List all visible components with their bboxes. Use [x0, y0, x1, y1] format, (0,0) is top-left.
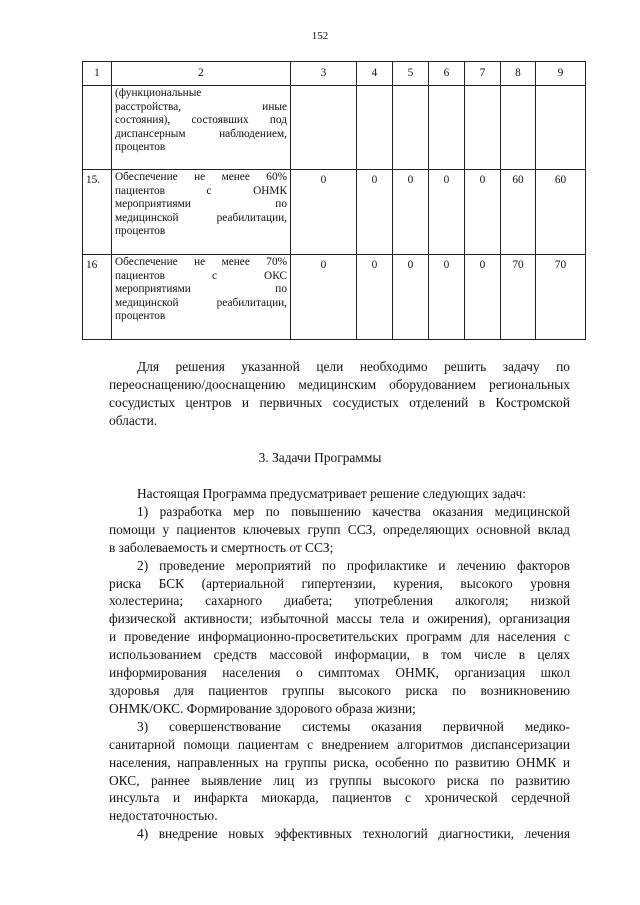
table-cell: 0 [357, 170, 393, 255]
description-line: состояния), состоявших под [115, 114, 287, 127]
task-line: населения, направленных на группы риска, особенно по развитию ОНМК и [109, 754, 570, 770]
table-cell [536, 86, 586, 170]
column-header: 5 [393, 62, 429, 86]
task-line: 2) проведение мероприятий по профилактике и лечению факторов [137, 557, 570, 573]
row-index: 16 [83, 255, 112, 340]
description-line: медицинской реабилитации, [115, 211, 287, 224]
table-row [83, 86, 586, 170]
description-line: расстройства, иные [115, 100, 287, 113]
description-line: (функциональные [115, 87, 202, 99]
row-index: 15. [83, 170, 112, 255]
description-line: Обеспечение не менее 60% [115, 171, 287, 183]
description-line: пациентов с ОКС [115, 269, 287, 282]
paragraph-line: Для решения указанной цели необходимо решить задачу по [137, 359, 570, 374]
section-title: 3. Задачи Программы [258, 450, 382, 465]
row-description [112, 170, 291, 255]
column-header: 4 [357, 62, 393, 86]
tasks-intro: Настоящая Программа предусматривает решение следующих задач: [137, 486, 526, 501]
task-line: и проведение информационно-просветительских программ для населения с [109, 629, 570, 645]
column-header: 1 [83, 62, 112, 86]
table-row [83, 255, 586, 340]
table-cell: 0 [465, 255, 501, 340]
table-cell: 0 [393, 255, 429, 340]
column-header: 8 [501, 62, 536, 86]
task-line: в заболеваемость и смертность от ССЗ; [109, 539, 334, 555]
description-line: процентов [115, 141, 166, 154]
task-line: 1) разработка мер по повышению качества оказания медицинской [137, 503, 570, 519]
paragraph-line: области. [109, 412, 158, 428]
task-line: холестерина; сахарного диабета; употребления алкоголя; низкой [109, 593, 570, 609]
task-line: ОКС, раннее выявление лиц из группы высокого риска по развитию [109, 772, 570, 788]
column-header: 7 [465, 62, 501, 86]
row-description [112, 255, 291, 340]
table-cell: 60 [536, 170, 586, 255]
task-line: инсульта и инфаркта миокарда, пациентов с хронической сердечной [109, 790, 570, 806]
table-cell: 70 [501, 255, 536, 340]
table-cell: 0 [429, 170, 465, 255]
table-cell: 60 [501, 170, 536, 255]
table-cell: 0 [465, 170, 501, 255]
table-cell: 0 [357, 255, 393, 340]
task-line: 3) совершенствование системы оказания первичной медико- [137, 718, 570, 734]
table-cell: 0 [393, 170, 429, 255]
table-cell [357, 86, 393, 170]
row-description [112, 86, 291, 170]
description-line: диспансерным наблюдением, [115, 127, 287, 140]
task-line: санитарной помощи пациентам с внедрением алгоритмов диспансеризации [109, 736, 570, 752]
column-header: 3 [291, 62, 357, 86]
description-line: мероприятиями по [115, 198, 287, 211]
column-header: 6 [429, 62, 465, 86]
task-line: физической активности; избыточной массы тела и ожирения), организация [109, 611, 570, 627]
description-line: пациентов с ОНМК [115, 184, 287, 197]
tasks-section [109, 485, 570, 843]
table-cell: 0 [429, 255, 465, 340]
indicators-table [82, 61, 586, 340]
row-index [83, 86, 112, 170]
table-cell [465, 86, 501, 170]
description-line: Обеспечение не менее 70% [115, 256, 287, 268]
paragraph-line: переоснащению/дооснащению медицинским оборудованием региональных [109, 376, 570, 392]
task-line: риска БСК (артериальной гипертензии, курения, высокого уровня [109, 575, 570, 591]
table-cell: 70 [536, 255, 586, 340]
paragraph-line: сосудистых центров и первичных сосудистых отделений в Костромской [109, 394, 570, 410]
table-header-row [83, 62, 586, 86]
description-line: мероприятиями по [115, 283, 287, 296]
description-line: процентов [115, 225, 166, 238]
table-row [83, 170, 586, 255]
description-line: процентов [115, 310, 166, 323]
page-number: 152 [311, 30, 329, 42]
column-header: 2 [112, 62, 291, 86]
task-line: использованием средств массовой информации, в том числе в целях [109, 647, 570, 663]
table-cell [501, 86, 536, 170]
table-cell [429, 86, 465, 170]
task-line: ОНМК/ОКС. Формирование здорового образа жизни; [109, 700, 416, 716]
table-cell: 0 [291, 170, 357, 255]
table-cell: 0 [291, 255, 357, 340]
table-cell [291, 86, 357, 170]
task-line: информирования населения о симптомах ОНМК, организация школ [109, 665, 570, 681]
task-line: недостаточностью. [109, 808, 218, 824]
table-cell [393, 86, 429, 170]
intro-paragraph [109, 358, 570, 430]
task-line: 4) внедрение новых эффективных технологий диагностики, лечения [137, 826, 570, 842]
column-header: 9 [536, 62, 586, 86]
task-line: здоровья для пациентов группы высокого риска по возникновению [109, 682, 570, 698]
task-line: помощи у пациентов ключевых групп ССЗ, определяющих основной вклад [109, 521, 570, 537]
description-line: медицинской реабилитации, [115, 296, 287, 309]
